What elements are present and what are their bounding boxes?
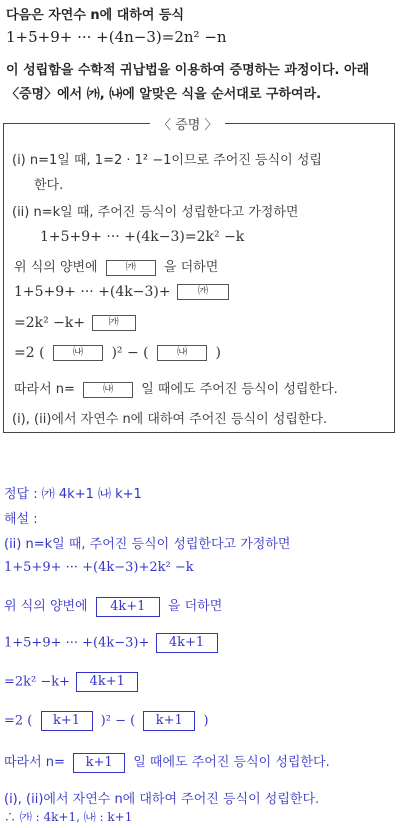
answer-box-4k1: 4k+1 [156,633,218,653]
proof-add-pre: 위 식의 양변에 [14,260,98,275]
proof-eq3-line [14,315,136,331]
proof-therefore-pre: 따라서 n= [14,382,75,397]
sol-therefore-pre: 따라서 n= [4,755,65,770]
answer-line: 정답 : ㈎ 4k+1 ㈏ k+1 [4,487,142,502]
sol-final: ∴ ㈎ : 4k+1, ㈏ : k+1 [4,810,133,824]
proof-step1-b: 한다. [34,178,64,193]
answer-box-4k1: 4k+1 [96,597,160,617]
proof-eq1: 1+5+9+ ··· +(4k−3)=2k² −k [40,229,245,245]
blank-na: ㈏ [157,345,207,361]
proof-eq4-line [14,345,221,361]
answer-box-k1: k+1 [73,753,125,773]
sol-eq3-line [4,672,138,692]
proof-title: 〈 증명 〉 [150,114,225,133]
sol-eq2-pre: 1+5+9+ ··· +(4k−3)+ [4,635,150,651]
answer-box-k1: k+1 [41,711,93,731]
sol-add-post: 을 더하면 [167,599,223,614]
proof-therefore-line [14,378,338,398]
question-equation: 1+5+9+ ··· +(4n−3)=2n² −n [6,28,227,46]
sol-conclusion: (i), (ii)에서 자연수 n에 대하여 주어진 등식이 성립한다. [4,792,320,807]
proof-step1-a: (i) n=1일 때, 1=2 · 1² −1이므로 주어진 등식이 성립 [12,153,322,168]
sol-eq4-b: )² − ( [100,713,136,729]
sol-eq3-pre: =2k² −k+ [4,674,71,690]
blank-ga: ㈎ [92,315,136,331]
blank-ga: ㈎ [106,260,156,276]
blank-na: ㈏ [83,382,133,398]
blank-na: ㈏ [53,345,103,361]
blank-ga: ㈎ [177,284,229,300]
sol-eq4-a: =2 ( [4,713,33,729]
sol-therefore-post: 일 때에도 주어진 등식이 성립한다. [133,755,330,770]
proof-eq4-b: )² − ( [111,345,149,361]
sol-line1: (ii) n=k일 때, 주어진 등식이 성립한다고 가정하면 [4,537,291,552]
sol-add-line [4,595,222,617]
question-line-4: 〈증명〉에서 ㈎, ㈏에 알맞은 식을 순서대로 구하여라. [6,87,322,102]
proof-add-line [14,256,218,276]
proof-step2: (ii) n=k일 때, 주어진 등식이 성립한다고 가정하면 [12,205,299,220]
proof-eq3-pre: =2k² −k+ [14,315,86,331]
sol-eq1: 1+5+9+ ··· +(4k−3)+2k² −k [4,560,194,575]
answer-box-k1: k+1 [143,711,195,731]
question-line-3: 이 성립함을 수학적 귀납법을 이용하여 증명하는 과정이다. 아래 [6,63,370,78]
sol-eq4-c: ) [203,713,209,729]
explain-label: 해설 : [4,512,38,527]
proof-eq2-pre: 1+5+9+ ··· +(4k−3)+ [14,284,171,300]
sol-therefore-line [4,751,330,773]
proof-eq4-c: ) [215,345,222,361]
proof-add-post: 을 더하면 [163,260,219,275]
question-line-1: 다음은 자연수 n에 대하여 등식 [6,8,185,23]
answer-box-4k1: 4k+1 [76,672,138,692]
proof-eq4-a: =2 ( [14,345,45,361]
sol-add-pre: 위 식의 양변에 [4,599,88,614]
proof-therefore-post: 일 때에도 주어진 등식이 성립한다. [141,382,338,397]
sol-eq2-line [4,633,218,653]
sol-eq4-line [4,711,209,731]
proof-conclusion: (i), (ii)에서 자연수 n에 대하여 주어진 등식이 성립한다. [12,412,328,427]
proof-eq2-line [14,284,229,300]
